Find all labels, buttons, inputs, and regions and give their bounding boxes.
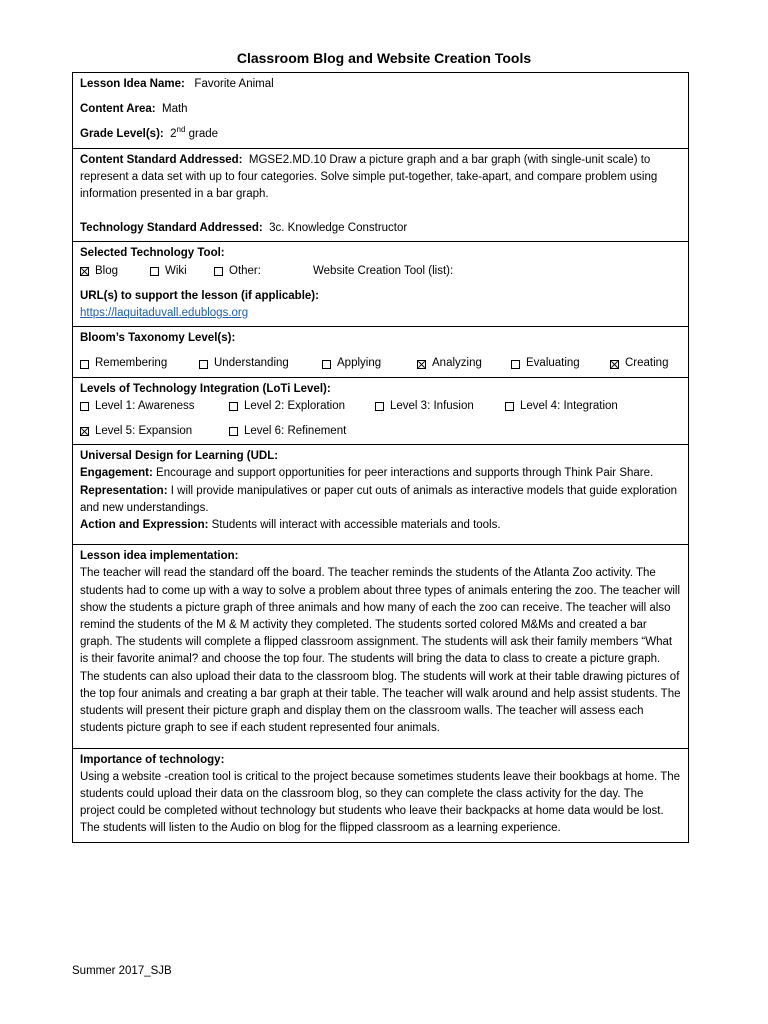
tool-option-other[interactable] xyxy=(214,263,313,280)
tool-option-wiki[interactable] xyxy=(150,263,214,280)
loti-option-level-2[interactable] xyxy=(229,398,375,415)
representation-text: I will provide manipulatives or paper cut outs of animals as interactive models that guide exploration and new understandings. xyxy=(80,484,678,514)
wiki-checkbox-icon[interactable] xyxy=(150,267,159,276)
lesson-url-link[interactable]: https://laquitaduvall.edublogs.org xyxy=(80,307,249,320)
content-standard-value: MGSE2.MD.10 Draw a picture graph and a bar graph (with single-unit scale) to represent a data set with up to four categories. Solve simple put-together, take-apart, and compare problem using information presented in a bar graph. xyxy=(80,153,658,201)
implementation-cell xyxy=(73,545,689,748)
loti-options-row-1 xyxy=(80,398,681,415)
loti-heading: Levels of Technology Integration (LoTi Level): xyxy=(80,382,331,395)
importance-heading: Importance of technology: xyxy=(80,753,225,766)
document-title: Classroom Blog and Website Creation Tools xyxy=(236,50,532,66)
blooms-option-label: Understanding xyxy=(214,357,289,370)
loti-option-label: Level 3: Infusion xyxy=(390,399,474,412)
lesson-name-label: Lesson Idea Name: xyxy=(80,78,185,90)
tool-option-label: Wiki xyxy=(165,264,187,277)
grade-level-number: 2 xyxy=(170,128,177,141)
implementation-heading: Lesson idea implementation: xyxy=(80,550,239,563)
blog-checkbox-icon[interactable] xyxy=(80,267,89,276)
engagement-label: Engagement: xyxy=(80,467,153,480)
udl-heading: Universal Design for Learning (UDL: xyxy=(80,450,279,463)
udl-action xyxy=(80,517,681,534)
udl-spacer xyxy=(80,534,681,540)
loti-option-level-4[interactable] xyxy=(505,398,618,415)
action-expression-label: Action and Expression: xyxy=(80,519,209,532)
udl-cell xyxy=(73,445,689,545)
tech-standard-line xyxy=(80,220,681,237)
loti-option-label: Level 6: Refinement xyxy=(244,425,347,438)
blooms-option-evaluating[interactable] xyxy=(511,355,610,372)
lesson-name-line xyxy=(80,76,681,93)
grade-level-suffix: nd xyxy=(176,125,186,135)
loti-option-label: Level 4: Integration xyxy=(520,399,618,412)
blooms-option-creating[interactable] xyxy=(610,355,668,372)
level-1-checkbox-icon[interactable] xyxy=(80,402,89,411)
implementation-spacer xyxy=(80,738,681,744)
standards-row xyxy=(73,148,689,242)
tool-option-label: Other: xyxy=(229,264,261,277)
engagement-text: Encourage and support opportunities for peer interactions and supports through Think Pair Share. xyxy=(156,467,654,480)
content-standard-line xyxy=(80,152,681,204)
tech-tool-cell xyxy=(73,242,689,327)
website-tool-label: Website Creation Tool (list): xyxy=(313,264,454,277)
tech-tool-heading: Selected Technology Tool: xyxy=(80,247,225,260)
level-6-checkbox-icon[interactable] xyxy=(229,427,238,436)
lesson-name-value: Favorite Animal xyxy=(194,78,274,90)
blooms-option-understanding[interactable] xyxy=(199,355,322,372)
tech-tool-row xyxy=(73,242,689,327)
action-expression-text: Students will interact with accessible materials and tools. xyxy=(211,519,501,532)
page-footer: Summer 2017_SJB xyxy=(72,965,172,977)
blooms-heading: Bloom’s Taxonomy Level(s): xyxy=(80,332,236,345)
blooms-option-remembering[interactable] xyxy=(80,355,199,372)
loti-option-level-6[interactable] xyxy=(229,423,346,440)
loti-option-label: Level 1: Awareness xyxy=(95,399,195,412)
importance-text: Using a website -creation tool is critical to the project because sometimes students leave their bookbags at home. The students could upload their data on the classroom blog, so they can complete the class activity for the day. The project could be completed without technology but students who leave their backpacks at home data would be lost. The students will listen to the Audio on blog for the flipped classroom as a learning experience. xyxy=(80,770,681,835)
lesson-info-cell xyxy=(73,73,689,149)
representation-label: Representation: xyxy=(80,484,168,497)
importance-cell xyxy=(73,748,689,842)
blooms-option-label: Applying xyxy=(337,357,382,370)
grade-level-line xyxy=(80,126,681,143)
blooms-cell xyxy=(73,327,689,377)
loti-option-level-1[interactable] xyxy=(80,398,229,415)
content-standard-label: Content Standard Addressed: xyxy=(80,153,243,166)
udl-engagement xyxy=(80,465,681,482)
tech-standard-value: 3c. Knowledge Constructor xyxy=(269,222,408,235)
blooms-option-applying[interactable] xyxy=(322,355,417,372)
level-2-checkbox-icon[interactable] xyxy=(229,402,238,411)
loti-option-label: Level 5: Expansion xyxy=(95,425,193,438)
url-heading: URL(s) to support the lesson (if applicable): xyxy=(80,289,319,302)
grade-level-word: grade xyxy=(188,128,219,141)
tech-standard-label: Technology Standard Addressed: xyxy=(80,222,263,235)
creating-checkbox-icon[interactable] xyxy=(610,360,619,369)
applying-checkbox-icon[interactable] xyxy=(322,360,331,369)
content-area-label: Content Area: xyxy=(80,103,156,116)
blooms-option-analyzing[interactable] xyxy=(417,355,511,372)
implementation-text: The teacher will read the standard off the board. The teacher reminds the students of the Atlanta Zoo activity. The students had to come up with a way to solve a problem about three types of animals entering the zoo. The teacher will show the students a picture graph of three animals and how many of each the zoo can receive. The teacher will also remind the students of the M & M activity they completed. The students sorted colored M&Ms and created a bar graph. The students will complete a flipped classroom assignment. The students will ask their family members “What is their favorite animal? and choose the top four. The students will bring the data to class to create a picture graph. The students can also upload their data to the classroom blog. The students will work at their table drawing pictures of the top four animals and creating a bar graph at their table. The teacher will walk around and help assist students. The students will present their picture graph and display them on the classroom walls. The teacher will assess each students picture graph to see if each student represented four animals. xyxy=(80,567,681,735)
tool-option-label: Blog xyxy=(95,264,119,277)
loti-options-row-2 xyxy=(80,423,681,440)
blooms-row xyxy=(73,327,689,377)
implementation-row xyxy=(73,545,689,748)
standards-cell xyxy=(73,148,689,242)
analyzing-checkbox-icon[interactable] xyxy=(417,360,426,369)
tech-tool-options xyxy=(80,263,681,280)
udl-representation xyxy=(80,483,681,517)
blooms-option-label: Analyzing xyxy=(432,357,482,370)
blooms-option-label: Creating xyxy=(625,357,669,370)
loti-option-label: Level 2: Exploration xyxy=(244,399,346,412)
lesson-form-table xyxy=(72,72,689,843)
loti-option-level-3[interactable] xyxy=(375,398,505,415)
blooms-option-label: Evaluating xyxy=(526,357,580,370)
understanding-checkbox-icon[interactable] xyxy=(199,360,208,369)
level-5-checkbox-icon[interactable] xyxy=(80,427,89,436)
level-4-checkbox-icon[interactable] xyxy=(505,402,514,411)
grade-level-label: Grade Level(s): xyxy=(80,128,164,141)
udl-row xyxy=(73,445,689,545)
other-checkbox-icon[interactable] xyxy=(214,267,223,276)
content-area-line xyxy=(80,101,681,118)
evaluating-checkbox-icon[interactable] xyxy=(511,360,520,369)
lesson-info-row xyxy=(73,73,689,149)
loti-option-level-5[interactable] xyxy=(80,423,229,440)
content-area-value: Math xyxy=(162,103,188,116)
level-3-checkbox-icon[interactable] xyxy=(375,402,384,411)
loti-cell xyxy=(73,377,689,445)
loti-row xyxy=(73,377,689,445)
importance-row xyxy=(73,748,689,842)
blooms-option-label: Remembering xyxy=(95,357,168,370)
tool-option-blog[interactable] xyxy=(80,263,150,280)
remembering-checkbox-icon[interactable] xyxy=(80,360,89,369)
blooms-options xyxy=(80,355,681,372)
